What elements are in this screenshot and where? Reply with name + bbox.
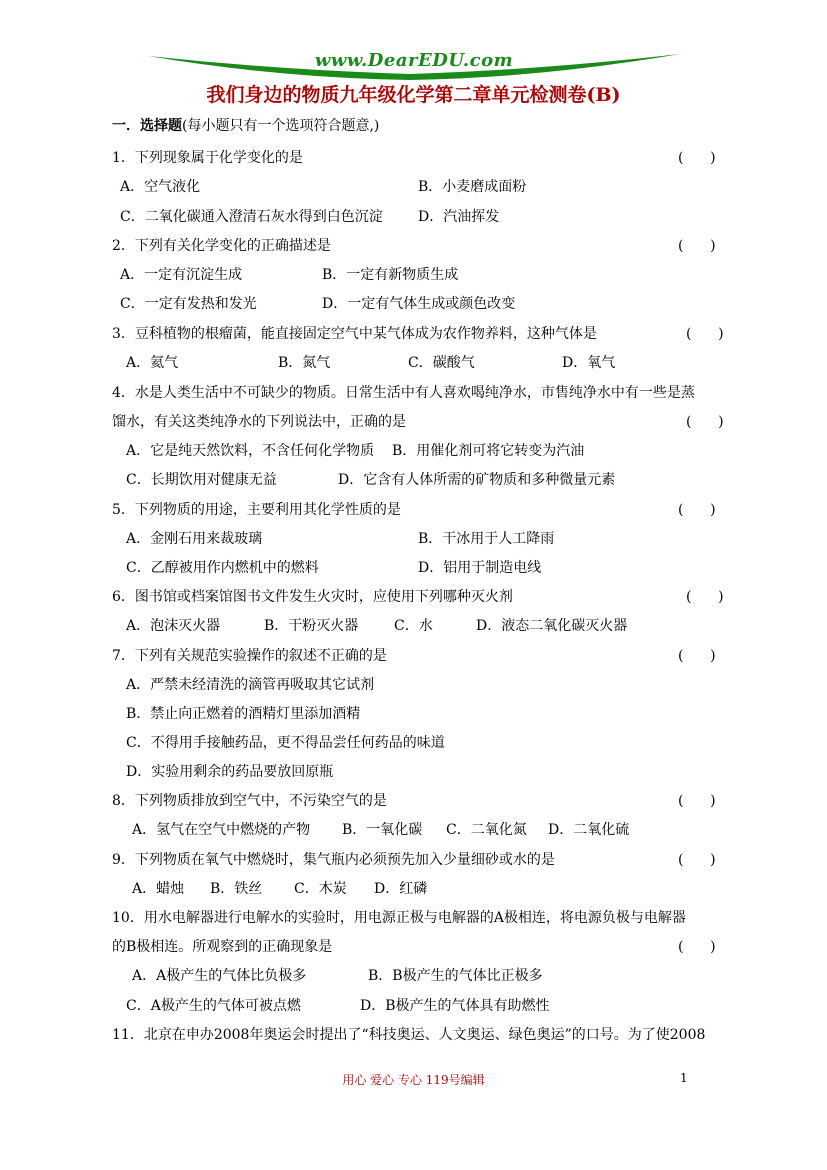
question-stem: 7．下列有关规范实验操作的叙述不正确的是: [112, 648, 387, 664]
answer-blank: ( ): [678, 939, 716, 955]
site-url: www.DearEDU.com: [314, 50, 514, 71]
option: B．干冰用于人工降雨: [418, 531, 555, 547]
option: C．二氧化碳通入澄清石灰水得到白色沉淀: [120, 209, 383, 225]
option: B．禁止向正燃着的酒精灯里添加酒精: [126, 706, 361, 722]
option: A．它是纯天然饮料，不含任何化学物质: [126, 443, 375, 459]
option: B．氮气: [278, 355, 331, 371]
section-note: (每小题只有一个选项符合题意,): [182, 118, 380, 134]
option: D．二氧化硫: [548, 822, 630, 838]
option: A．泡沫灭火器: [126, 618, 221, 634]
question-stem: 4．水是人类生活中不可缺少的物质。日常生活中有人喜欢喝纯净水，市售纯净水中有一些是蒸: [112, 385, 695, 401]
question-stem: 馏水，有关这类纯净水的下列说法中，正确的是: [112, 414, 406, 430]
option: D．铝用于制造电线: [418, 560, 542, 576]
answer-blank: ( ): [686, 414, 724, 430]
answer-blank: ( ): [678, 238, 716, 254]
question-stem: 11．北京在申办2008年奥运会时提出了“科技奥运、人文奥运、绿色奥运”的口号。为了使2008: [112, 1027, 706, 1043]
option: D．一定有气体生成或颜色改变: [322, 296, 516, 312]
answer-blank: ( ): [678, 852, 716, 868]
page-title: 我们身边的物质九年级化学第二章单元检测卷(B): [206, 84, 621, 106]
option: A．空气液化: [120, 179, 201, 195]
question-stem: 5．下列物质的用途，主要利用其化学性质的是: [112, 502, 401, 518]
option: C．一定有发热和发光: [120, 296, 257, 312]
option: B．小麦磨成面粉: [418, 179, 527, 195]
option: D．红磷: [374, 881, 428, 897]
option: D．氧气: [562, 355, 616, 371]
option: C．长期饮用对健康无益: [126, 472, 277, 488]
option: D．汽油挥发: [418, 209, 500, 225]
option: C．二氧化氮: [446, 822, 527, 838]
option: B．干粉灭火器: [264, 618, 359, 634]
page-footer: 用心 爱心 专心 119号编辑: [342, 1073, 485, 1087]
question-stem: 2．下列有关化学变化的正确描述是: [112, 238, 331, 254]
question-stem: 的B极相连。所观察到的正确现象是: [112, 939, 333, 955]
option: B．铁丝: [210, 881, 263, 897]
option: D．B极产生的气体具有助燃性: [360, 998, 550, 1014]
option: B．用催化剂可将它转变为汽油: [392, 443, 585, 459]
option: A．氦气: [126, 355, 179, 371]
option: A．氢气在空气中燃烧的产物: [132, 822, 311, 838]
option: C．乙醇被用作内燃机中的燃料: [126, 560, 319, 576]
question-stem: 6．图书馆或档案馆图书文件发生火灾时，应使用下列哪种灭火剂: [112, 589, 513, 605]
option: B．一定有新物质生成: [322, 267, 459, 283]
question-stem: 9．下列物质在氧气中燃烧时，集气瓶内必须预先加入少量细砂或水的是: [112, 852, 555, 868]
answer-blank: ( ): [686, 589, 724, 605]
question-stem: 8．下列物质排放到空气中，不污染空气的是: [112, 793, 387, 809]
option: B．一氧化碳: [342, 822, 423, 838]
option: A．A极产生的气体比负极多: [132, 968, 307, 984]
question-stem: 3．豆科植物的根瘤菌，能直接固定空气中某气体成为农作物养料，这种气体是: [112, 326, 597, 342]
option: A．蜡烛: [132, 881, 185, 897]
option: A．严禁未经清洗的滴管再吸取其它试剂: [126, 677, 375, 693]
section-label: 一．选择题: [112, 118, 182, 134]
option: D．它含有人体所需的矿物质和多种微量元素: [338, 472, 616, 488]
question-stem: 1．下列现象属于化学变化的是: [112, 150, 303, 166]
option: B．B极产生的气体比正极多: [368, 968, 543, 984]
option: C．水: [394, 618, 433, 634]
answer-blank: ( ): [686, 326, 724, 342]
option: D．实验用剩余的药品要放回原瓶: [126, 764, 334, 780]
option: C．不得用手接触药品，更不得品尝任何药品的味道: [126, 735, 445, 751]
question-stem: 10．用水电解器进行电解水的实验时，用电源正极与电解器的A极相连，将电源负极与电解器: [112, 910, 686, 926]
option: A．一定有沉淀生成: [120, 267, 243, 283]
answer-blank: ( ): [678, 648, 716, 664]
option: D．液态二氧化碳灭火器: [476, 618, 628, 634]
answer-blank: ( ): [678, 793, 716, 809]
page-number: 1: [680, 1071, 688, 1085]
answer-blank: ( ): [678, 502, 716, 518]
option: C．木炭: [294, 881, 347, 897]
section-heading: [112, 116, 379, 136]
option: C．A极产生的气体可被点燃: [126, 998, 301, 1014]
option: A．金刚石用来裁玻璃: [126, 531, 263, 547]
answer-blank: ( ): [678, 150, 716, 166]
option: C．碳酸气: [408, 355, 475, 371]
